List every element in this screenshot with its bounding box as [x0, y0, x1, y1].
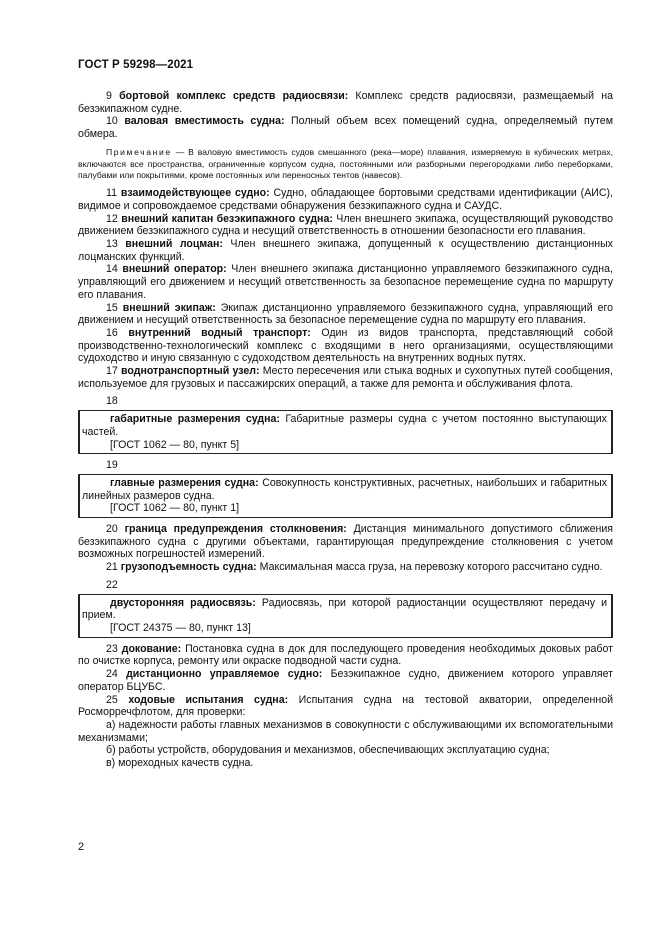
term-21: 21 грузоподъемность судна: Максимальная масса груза, на перевозку которого рассчитано судно. — [106, 561, 603, 574]
term-17: 17 воднотранспортный узел: Место пересечения или стыка водных и сухопутных путей сообщения, используемое для грузовых и пассажирских операций, а также для ремонта и обслуживания флота. — [78, 365, 613, 390]
term-18: габаритные размерения судна: Габаритные размеры судна с учетом постоянно выступающих частей. — [82, 413, 607, 438]
note: Примечание — В валовую вместимость судов смешанного (река—море) плавания, измеряемую в кубических метрах, включаются все пространства, ограниченные корпусом судна, постоянными или разборными перегородками либо переборками, палубами или покрытиями, кроме постоянных или переносных тентов (навесов). — [78, 146, 613, 181]
term-18-ref: [ГОСТ 1062 — 80, пункт 5] — [110, 438, 240, 451]
term-16: 16 внутренний водный транспорт: Один из видов транспорта, представляющий собой производственно-технологический комплекс с входящими в него организациями, осуществляющими судоходство и иную связанную с судоходством деятельность на внутренних водных путях. — [78, 326, 613, 365]
term-25: 25 ходовые испытания судна: Испытания судна на тестовой акватории, определенной Росморречфлотом, для проверки: — [78, 693, 614, 719]
term-19-number: 19 — [106, 459, 118, 472]
term-19: главные размерения судна: Совокупность конструктивных, расчетных, наибольших и габаритных линейных размеров судна. — [82, 476, 608, 502]
document-body — [78, 90, 613, 770]
term-19-ref: [ГОСТ 1062 — 80, пункт 1] — [110, 502, 240, 515]
page-number: 2 — [78, 841, 85, 853]
term-23: 23 докование: Постановка судна в док для последующего проведения необходимых доковых работ по очистке корпуса, ремонту или окраске подводной части судна. — [78, 642, 613, 668]
term-15: 15 внешний экипаж: Экипаж дистанционно управляемого безэкипажного судна, управляющий его движением и несущий ответственность за безопасное перемещение судна по маршруту его плавания. — [78, 301, 613, 327]
term-22-box — [78, 594, 613, 638]
list-item: б) работы устройств, оборудования и механизмов, обеспечивающих эксплуатацию судна; — [106, 744, 550, 757]
term-12: 12 внешний капитан безэкипажного судна: Член внешнего экипажа, осуществляющий руководство движением безэкипажного судна и несущий ответственность в отношении безопасности его плавания. — [78, 212, 613, 238]
list-item: а) надежности работы главных механизмов в совокупности с обслуживающими их вспомогательными механизмами; — [78, 718, 613, 744]
term-18-number: 18 — [106, 395, 118, 408]
term-9: 9 бортовой комплекс средств радиосвязи: Комплекс средств радиосвязи, размещаемый на безэкипажном судне. — [78, 90, 613, 115]
term-22-ref: [ГОСТ 24375 — 80, пункт 13] — [110, 622, 251, 634]
list-item: в) мореходных качеств судна. — [106, 757, 254, 770]
term-18-box — [78, 410, 613, 454]
term-24: 24 дистанционно управляемое судно: Безэкипажное судно, движением которого управляет оператор БЦУБС. — [78, 668, 613, 693]
term-10: 10 валовая вместимость судна: Полный объем всех помещений судна, определяемый путем обмера. — [78, 115, 613, 141]
term-11: 11 взаимодействующее судно: Судно, обладающее бортовыми средствами идентификации (АИС), видимое и сопровождаемое средствами обнаружения безэкипажного судна и САУДС. — [78, 187, 614, 212]
term-13: 13 внешний лоцман: Член внешнего экипажа, допущенный к осуществлению дистанционных лоцманских функций. — [78, 238, 613, 263]
term-22-number: 22 — [106, 578, 118, 591]
document-header: ГОСТ Р 59298—2021 — [78, 59, 194, 71]
term-20: 20 граница предупреждения столкновения: Дистанция минимального допустимого сближения безэкипажного судна с другими объектами, гарантирующая предупреждение столкновения с учетом возможных погрешностей измерений. — [78, 523, 613, 561]
term-25-list — [78, 719, 613, 770]
term-22: двусторонняя радиосвязь: Радиосвязь, при которой радиостанции осуществляют передачу и прием. — [82, 596, 607, 622]
term-19-box — [78, 474, 613, 518]
term-14: 14 внешний оператор: Член внешнего экипажа дистанционно управляемого безэкипажного судна, управляющий его движением и несущий ответственность за безопасное перемещение судна по маршруту его плавания. — [78, 263, 613, 301]
